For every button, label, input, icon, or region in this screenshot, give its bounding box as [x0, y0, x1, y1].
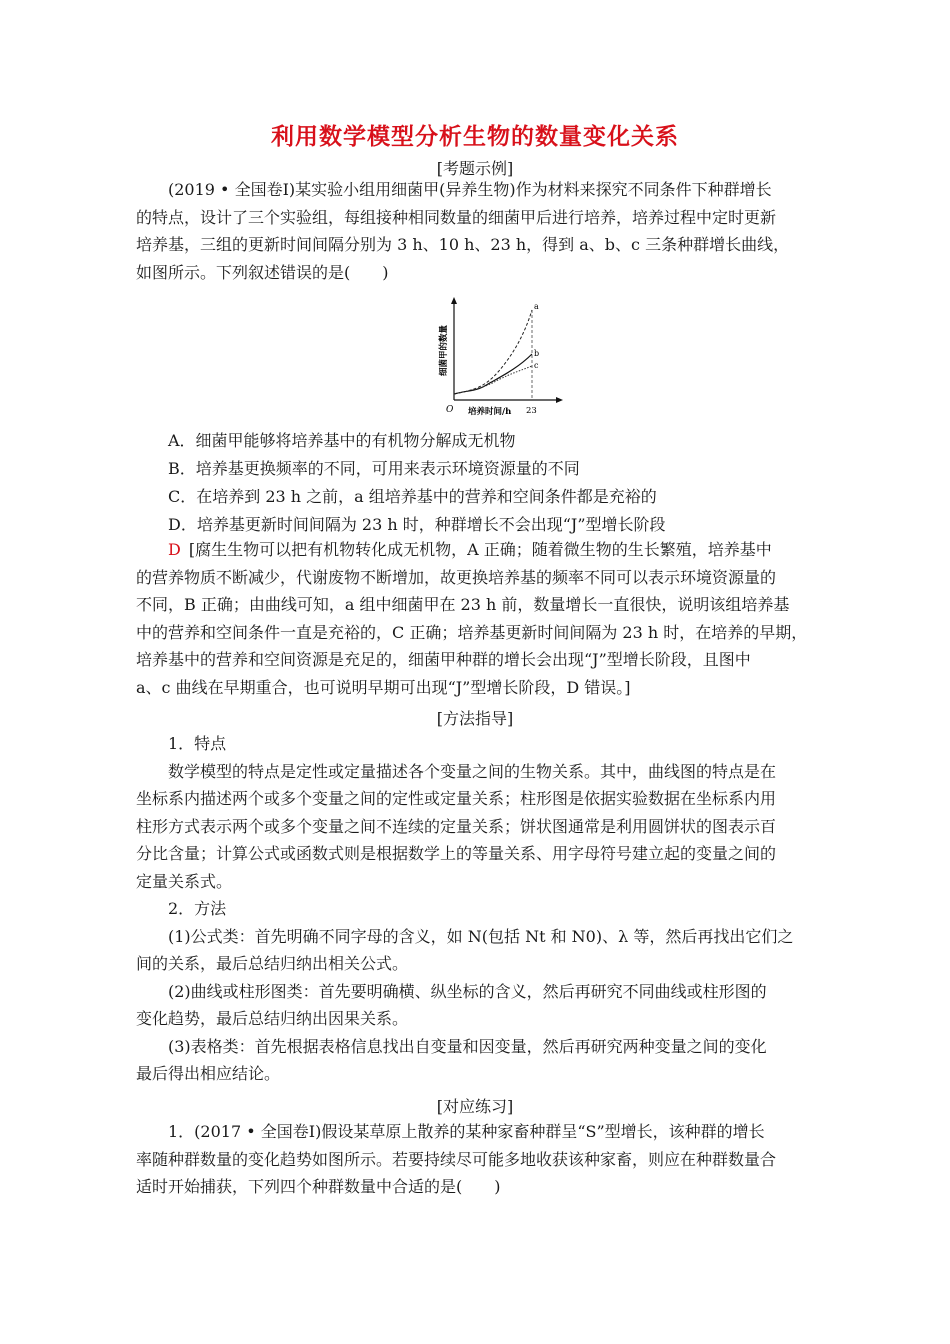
method-line: 间的关系，最后总结归纳出相关公式。 [136, 954, 409, 973]
series-c-line [454, 366, 532, 394]
answer-line: 培养基中的营养和空间资源是充足的，细菌甲种群的增长会出现“J”型增长阶段，且图中 [136, 650, 751, 669]
method-line: (1)公式类：首先明确不同字母的含义，如 N(包括 Nt 和 N0)、λ 等，然后再找出它们之 [168, 926, 794, 946]
answer-line: [腐生生物可以把有机物转化成无机物，A 正确；随着微生物的生长繁殖，培养基中 [188, 540, 772, 559]
series-b-line [454, 354, 532, 394]
practice-line: 率随种群数量的变化趋势如图所示。若要持续尽可能多地收获该种家畜，则应在种群数量合 [136, 1149, 777, 1169]
series-c-label: c [534, 361, 539, 370]
answer-explanation [136, 536, 816, 701]
section-heading-practice: [对应练习] [436, 1097, 514, 1116]
growth-curve-chart [418, 296, 568, 420]
answer-first-line [136, 536, 816, 564]
practice-line: 1．(2017 • 全国卷Ⅰ)假设某草原上散养的某种家畜种群呈“S”型增长，该种群的增长 [168, 1122, 765, 1141]
option-b: B．培养基更换频率的不同，可用来表示环境资源量的不同 [168, 459, 580, 478]
question-line: 如图所示。下列叙述错误的是( ) [136, 262, 389, 282]
method-heading-2: 2．方法 [168, 899, 227, 918]
method-content [136, 730, 816, 1088]
page-title: 利用数学模型分析生物的数量变化关系 [271, 124, 679, 150]
question-line: 的特点，设计了三个实验组，每组接种相同数量的细菌甲后进行培养，培养过程中定时更新 [136, 207, 777, 227]
x-axis-label: 培养时间/h [468, 407, 512, 417]
series-b-label: b [534, 349, 540, 358]
series-a-label: a [534, 302, 539, 311]
method-line: 变化趋势，最后总结归纳出因果关系。 [136, 1009, 409, 1028]
y-axis-label: 细菌甲的数量 [439, 324, 449, 376]
method-line: 柱形方式表示两个或多个变量之间不连续的定量关系；饼状图通常是利用圆饼状的图表示百 [136, 816, 777, 836]
answer-line: a、c 曲线在早期重合，也可说明早期可出现“J”型增长阶段，D 错误。] [136, 677, 631, 697]
section-heading-method: [方法指导] [436, 709, 514, 728]
method-line: (3)表格类：首先根据表格信息找出自变量和因变量，然后再研究两种变量之间的变化 [168, 1036, 767, 1056]
section-heading-example: [考题示例] [436, 159, 514, 178]
answer-line: 的营养物质不断减少，代谢废物不断增加，故更换培养基的频率不同可以表示环境资源量的 [136, 567, 777, 587]
answer-line: 不同，B 正确；由曲线可知，a 组中细菌甲在 23 h 前，数量增长一直很快，说明该组培养基 [136, 595, 790, 614]
answer-line: 中的营养和空间条件一直是充裕的，C 正确；培养基更新时间间隔为 23 h 时，在培养的早期， [136, 622, 808, 642]
option-d: D．培养基更新时间间隔为 23 h 时，种群增长不会出现“J”型增长阶段 [168, 515, 666, 534]
method-line: (2)曲线或柱形图类：首先要明确横、纵坐标的含义，然后再研究不同曲线或柱形图的 [168, 981, 767, 1001]
x-axis-arrow [556, 397, 563, 403]
method-line: 坐标系内描述两个或多个变量之间的定性或定量关系；柱形图是依据实验数据在坐标系内用 [136, 789, 777, 808]
option-c: C．在培养到 23 h 之前，a 组培养基中的营养和空间条件都是充裕的 [168, 487, 657, 506]
method-line: 分比含量；计算公式或函数式则是根据数学上的等量关系、用字母符号建立起的变量之间的 [136, 844, 777, 863]
question-text [136, 176, 816, 286]
method-heading-1: 1．特点 [168, 734, 227, 753]
option-a: A．细菌甲能够将培养基中的有机物分解成无机物 [168, 431, 516, 450]
answer-letter: D [168, 540, 181, 559]
practice-line: 适时开始捕获，下列四个种群数量中合适的是( ) [136, 1177, 501, 1196]
question-line: 培养基，三组的更新时间间隔分别为 3 h、10 h、23 h，得到 a、b、c 三条种群增长曲线， [136, 235, 790, 254]
question-line: (2019 • 全国卷Ⅰ)某实验小组用细菌甲(异养生物)作为材料来探究不同条件下种群增长 [168, 180, 772, 199]
y-axis-arrow [451, 297, 457, 304]
x-tick-label: 23 [526, 406, 537, 416]
method-line: 最后得出相应结论。 [136, 1064, 281, 1083]
origin-label: O [446, 405, 454, 415]
method-line: 数学模型的特点是定性或定量描述各个变量之间的生物关系。其中，曲线图的特点是在 [168, 761, 777, 781]
practice-question [136, 1118, 816, 1201]
method-line: 定量关系式。 [136, 871, 233, 891]
